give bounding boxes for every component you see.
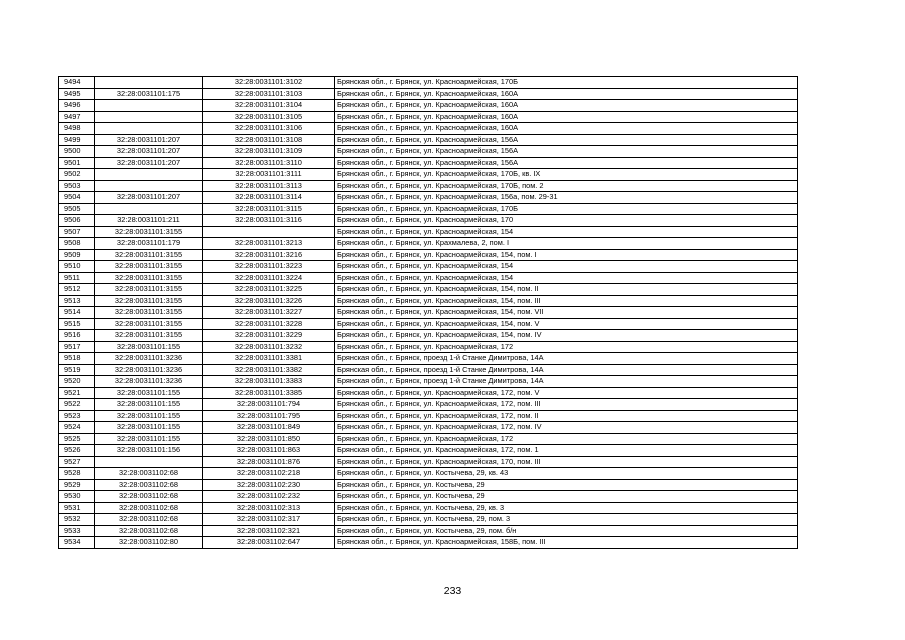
table-row [59,445,798,457]
land-cadastral-number-cell: 32:28:0031101:3155 [95,318,203,330]
land-cadastral-number-cell: 32:28:0031101:155 [95,341,203,353]
address-cell: Брянская обл., г. Брянск, ул. Красноармейская, 156А [335,146,798,158]
row-number-cell: 9532 [59,514,95,526]
object-cadastral-number-cell: 32:28:0031101:863 [203,445,335,457]
table-row [59,399,798,411]
land-cadastral-number-cell: 32:28:0031101:3236 [95,364,203,376]
table-row [59,514,798,526]
row-number-cell: 9505 [59,203,95,215]
address-cell: Брянская обл., г. Брянск, ул. Красноармейская, 172 [335,433,798,445]
object-cadastral-number-cell: 32:28:0031102:232 [203,491,335,503]
address-cell: Брянская обл., г. Брянск, ул. Красноармейская, 170 [335,215,798,227]
object-cadastral-number-cell: 32:28:0031101:849 [203,422,335,434]
object-cadastral-number-cell: 32:28:0031101:3382 [203,364,335,376]
row-number-cell: 9496 [59,100,95,112]
address-cell: Брянская обл., г. Брянск, ул. Крахмалева, 2, пом. I [335,238,798,250]
address-cell: Брянская обл., г. Брянск, проезд 1-й Станке Димитрова, 14А [335,353,798,365]
address-cell: Брянская обл., г. Брянск, ул. Костычева, 29, кв. 3 [335,502,798,514]
land-cadastral-number-cell: 32:28:0031101:156 [95,445,203,457]
row-number-cell: 9527 [59,456,95,468]
table-row [59,284,798,296]
row-number-cell: 9523 [59,410,95,422]
land-cadastral-number-cell: 32:28:0031101:207 [95,192,203,204]
row-number-cell: 9513 [59,295,95,307]
row-number-cell: 9510 [59,261,95,273]
row-number-cell: 9502 [59,169,95,181]
land-cadastral-number-cell: 32:28:0031101:207 [95,134,203,146]
object-cadastral-number-cell: 32:28:0031101:3114 [203,192,335,204]
table-row [59,88,798,100]
table-row [59,364,798,376]
row-number-cell: 9504 [59,192,95,204]
row-number-cell: 9512 [59,284,95,296]
object-cadastral-number-cell: 32:28:0031101:3223 [203,261,335,273]
land-cadastral-number-cell: 32:28:0031101:3155 [95,307,203,319]
row-number-cell: 9530 [59,491,95,503]
object-cadastral-number-cell: 32:28:0031101:3226 [203,295,335,307]
object-cadastral-number-cell: 32:28:0031101:3385 [203,387,335,399]
address-cell: Брянская обл., г. Брянск, ул. Костычева, 29, кв. 43 [335,468,798,480]
address-cell: Брянская обл., г. Брянск, ул. Костычева, 29 [335,479,798,491]
object-cadastral-number-cell: 32:28:0031101:876 [203,456,335,468]
table-row [59,134,798,146]
address-cell: Брянская обл., г. Брянск, ул. Красноармейская, 172, пом. III [335,399,798,411]
object-cadastral-number-cell: 32:28:0031101:3116 [203,215,335,227]
table-row [59,307,798,319]
land-cadastral-number-cell [95,111,203,123]
land-cadastral-number-cell: 32:28:0031101:3236 [95,353,203,365]
address-cell: Брянская обл., г. Брянск, ул. Красноармейская, 160А [335,88,798,100]
row-number-cell: 9515 [59,318,95,330]
row-number-cell: 9499 [59,134,95,146]
land-cadastral-number-cell [95,203,203,215]
object-cadastral-number-cell: 32:28:0031101:3115 [203,203,335,215]
land-cadastral-number-cell [95,100,203,112]
land-cadastral-number-cell: 32:28:0031101:3155 [95,330,203,342]
address-cell: Брянская обл., г. Брянск, ул. Красноармейская, 172, пом. II [335,410,798,422]
table-row [59,525,798,537]
land-cadastral-number-cell: 32:28:0031101:3155 [95,272,203,284]
table-row [59,491,798,503]
object-cadastral-number-cell: 32:28:0031101:3232 [203,341,335,353]
object-cadastral-number-cell: 32:28:0031101:3227 [203,307,335,319]
address-cell: Брянская обл., г. Брянск, ул. Красноармейская, 154, пом. IV [335,330,798,342]
land-cadastral-number-cell: 32:28:0031101:207 [95,157,203,169]
row-number-cell: 9519 [59,364,95,376]
table-row [59,353,798,365]
land-cadastral-number-cell [95,180,203,192]
object-cadastral-number-cell: 32:28:0031101:850 [203,433,335,445]
object-cadastral-number-cell: 32:28:0031101:3104 [203,100,335,112]
object-cadastral-number-cell: 32:28:0031102:313 [203,502,335,514]
row-number-cell: 9506 [59,215,95,227]
table-row [59,261,798,273]
object-cadastral-number-cell: 32:28:0031101:795 [203,410,335,422]
row-number-cell: 9524 [59,422,95,434]
table-row [59,479,798,491]
address-cell: Брянская обл., г. Брянск, ул. Красноармейская, 160А [335,111,798,123]
land-cadastral-number-cell: 32:28:0031101:3155 [95,226,203,238]
address-cell: Брянская обл., г. Брянск, проезд 1-й Станке Димитрова, 14А [335,376,798,388]
object-cadastral-number-cell: 32:28:0031101:3103 [203,88,335,100]
table-row [59,157,798,169]
address-cell: Брянская обл., г. Брянск, ул. Красноармейская, 170Б [335,77,798,89]
table-row [59,468,798,480]
row-number-cell: 9500 [59,146,95,158]
row-number-cell: 9495 [59,88,95,100]
row-number-cell: 9517 [59,341,95,353]
table-row [59,215,798,227]
table-row [59,192,798,204]
row-number-cell: 9498 [59,123,95,135]
land-cadastral-number-cell: 32:28:0031101:211 [95,215,203,227]
table-row [59,537,798,549]
address-cell: Брянская обл., г. Брянск, ул. Красноармейская, 160А [335,100,798,112]
row-number-cell: 9503 [59,180,95,192]
table-row [59,111,798,123]
table-row [59,249,798,261]
land-cadastral-number-cell: 32:28:0031101:155 [95,399,203,411]
address-cell: Брянская обл., г. Брянск, ул. Костычева, 29 [335,491,798,503]
address-cell: Брянская обл., г. Брянск, ул. Костычева, 29, пом. б/н [335,525,798,537]
registry-table-body [59,77,798,549]
land-cadastral-number-cell: 32:28:0031101:155 [95,422,203,434]
row-number-cell: 9520 [59,376,95,388]
land-cadastral-number-cell: 32:28:0031101:207 [95,146,203,158]
object-cadastral-number-cell: 32:28:0031101:3105 [203,111,335,123]
address-cell: Брянская обл., г. Брянск, проезд 1-й Станке Димитрова, 14А [335,364,798,376]
land-cadastral-number-cell [95,77,203,89]
row-number-cell: 9534 [59,537,95,549]
address-cell: Брянская обл., г. Брянск, ул. Красноармейская, 156А [335,157,798,169]
table-row [59,330,798,342]
address-cell: Брянская обл., г. Брянск, ул. Красноармейская, 158Б, пом. III [335,537,798,549]
row-number-cell: 9522 [59,399,95,411]
land-cadastral-number-cell: 32:28:0031101:3155 [95,284,203,296]
object-cadastral-number-cell: 32:28:0031101:3113 [203,180,335,192]
address-cell: Брянская обл., г. Брянск, ул. Красноармейская, 172, пом. IV [335,422,798,434]
address-cell: Брянская обл., г. Брянск, ул. Красноармейская, 172, пом. V [335,387,798,399]
table-row [59,238,798,250]
address-cell: Брянская обл., г. Брянск, ул. Красноармейская, 170Б [335,203,798,215]
object-cadastral-number-cell [203,226,335,238]
row-number-cell: 9509 [59,249,95,261]
object-cadastral-number-cell: 32:28:0031101:3110 [203,157,335,169]
land-cadastral-number-cell: 32:28:0031102:68 [95,525,203,537]
table-row [59,456,798,468]
address-cell: Брянская обл., г. Брянск, ул. Красноармейская, 156а, пом. 29-31 [335,192,798,204]
table-row [59,341,798,353]
table-row [59,180,798,192]
address-cell: Брянская обл., г. Брянск, ул. Красноармейская, 170Б, пом. 2 [335,180,798,192]
address-cell: Брянская обл., г. Брянск, ул. Красноармейская, 154, пом. III [335,295,798,307]
object-cadastral-number-cell: 32:28:0031101:3108 [203,134,335,146]
land-cadastral-number-cell: 32:28:0031101:155 [95,433,203,445]
land-cadastral-number-cell [95,456,203,468]
object-cadastral-number-cell: 32:28:0031101:3102 [203,77,335,89]
land-cadastral-number-cell: 32:28:0031101:155 [95,410,203,422]
table-row [59,77,798,89]
address-cell: Брянская обл., г. Брянск, ул. Красноармейская, 154, пом. II [335,284,798,296]
address-cell: Брянская обл., г. Брянск, ул. Красноармейская, 154 [335,226,798,238]
land-cadastral-number-cell: 32:28:0031102:68 [95,491,203,503]
object-cadastral-number-cell: 32:28:0031102:317 [203,514,335,526]
table-row [59,123,798,135]
row-number-cell: 9533 [59,525,95,537]
address-cell: Брянская обл., г. Брянск, ул. Красноармейская, 172 [335,341,798,353]
table-row [59,387,798,399]
address-cell: Брянская обл., г. Брянск, ул. Красноармейская, 154 [335,261,798,273]
address-cell: Брянская обл., г. Брянск, ул. Красноармейская, 170, пом. III [335,456,798,468]
object-cadastral-number-cell: 32:28:0031101:3381 [203,353,335,365]
object-cadastral-number-cell: 32:28:0031101:3106 [203,123,335,135]
address-cell: Брянская обл., г. Брянск, ул. Красноармейская, 156А [335,134,798,146]
row-number-cell: 9501 [59,157,95,169]
object-cadastral-number-cell: 32:28:0031101:3216 [203,249,335,261]
address-cell: Брянская обл., г. Брянск, ул. Красноармейская, 154, пом. I [335,249,798,261]
row-number-cell: 9514 [59,307,95,319]
object-cadastral-number-cell: 32:28:0031101:3225 [203,284,335,296]
land-cadastral-number-cell: 32:28:0031102:68 [95,479,203,491]
row-number-cell: 9507 [59,226,95,238]
row-number-cell: 9511 [59,272,95,284]
address-cell: Брянская обл., г. Брянск, ул. Красноармейская, 172, пом. 1 [335,445,798,457]
table-row [59,318,798,330]
object-cadastral-number-cell: 32:28:0031101:3109 [203,146,335,158]
land-cadastral-number-cell: 32:28:0031101:3155 [95,295,203,307]
table-row [59,100,798,112]
row-number-cell: 9528 [59,468,95,480]
object-cadastral-number-cell: 32:28:0031102:230 [203,479,335,491]
land-cadastral-number-cell: 32:28:0031101:179 [95,238,203,250]
land-cadastral-number-cell: 32:28:0031102:68 [95,502,203,514]
table-row [59,272,798,284]
row-number-cell: 9494 [59,77,95,89]
object-cadastral-number-cell: 32:28:0031102:647 [203,537,335,549]
row-number-cell: 9497 [59,111,95,123]
row-number-cell: 9521 [59,387,95,399]
table-row [59,502,798,514]
row-number-cell: 9526 [59,445,95,457]
land-cadastral-number-cell [95,169,203,181]
table-row [59,226,798,238]
address-cell: Брянская обл., г. Брянск, ул. Красноармейская, 154, пом. VII [335,307,798,319]
land-cadastral-number-cell: 32:28:0031101:3155 [95,261,203,273]
object-cadastral-number-cell: 32:28:0031102:218 [203,468,335,480]
table-row [59,410,798,422]
row-number-cell: 9525 [59,433,95,445]
table-row [59,295,798,307]
table-row [59,146,798,158]
land-cadastral-number-cell: 32:28:0031102:68 [95,514,203,526]
row-number-cell: 9508 [59,238,95,250]
table-row [59,433,798,445]
object-cadastral-number-cell: 32:28:0031101:3213 [203,238,335,250]
registry-table [58,76,798,549]
object-cadastral-number-cell: 32:28:0031101:3224 [203,272,335,284]
table-row [59,422,798,434]
land-cadastral-number-cell: 32:28:0031102:80 [95,537,203,549]
row-number-cell: 9518 [59,353,95,365]
address-cell: Брянская обл., г. Брянск, ул. Красноармейская, 170Б, кв. IX [335,169,798,181]
land-cadastral-number-cell: 32:28:0031101:175 [95,88,203,100]
table-row [59,376,798,388]
land-cadastral-number-cell: 32:28:0031101:3236 [95,376,203,388]
object-cadastral-number-cell: 32:28:0031101:3228 [203,318,335,330]
table-row [59,203,798,215]
land-cadastral-number-cell: 32:28:0031101:155 [95,387,203,399]
object-cadastral-number-cell: 32:28:0031101:794 [203,399,335,411]
land-cadastral-number-cell [95,123,203,135]
page-number: 233 [443,585,462,597]
object-cadastral-number-cell: 32:28:0031102:321 [203,525,335,537]
object-cadastral-number-cell: 32:28:0031101:3229 [203,330,335,342]
land-cadastral-number-cell: 32:28:0031101:3155 [95,249,203,261]
object-cadastral-number-cell: 32:28:0031101:3111 [203,169,335,181]
land-cadastral-number-cell: 32:28:0031102:68 [95,468,203,480]
row-number-cell: 9531 [59,502,95,514]
object-cadastral-number-cell: 32:28:0031101:3383 [203,376,335,388]
row-number-cell: 9516 [59,330,95,342]
row-number-cell: 9529 [59,479,95,491]
address-cell: Брянская обл., г. Брянск, ул. Костычева, 29, пом. 3 [335,514,798,526]
address-cell: Брянская обл., г. Брянск, ул. Красноармейская, 160А [335,123,798,135]
address-cell: Брянская обл., г. Брянск, ул. Красноармейская, 154, пом. V [335,318,798,330]
table-row [59,169,798,181]
address-cell: Брянская обл., г. Брянск, ул. Красноармейская, 154 [335,272,798,284]
